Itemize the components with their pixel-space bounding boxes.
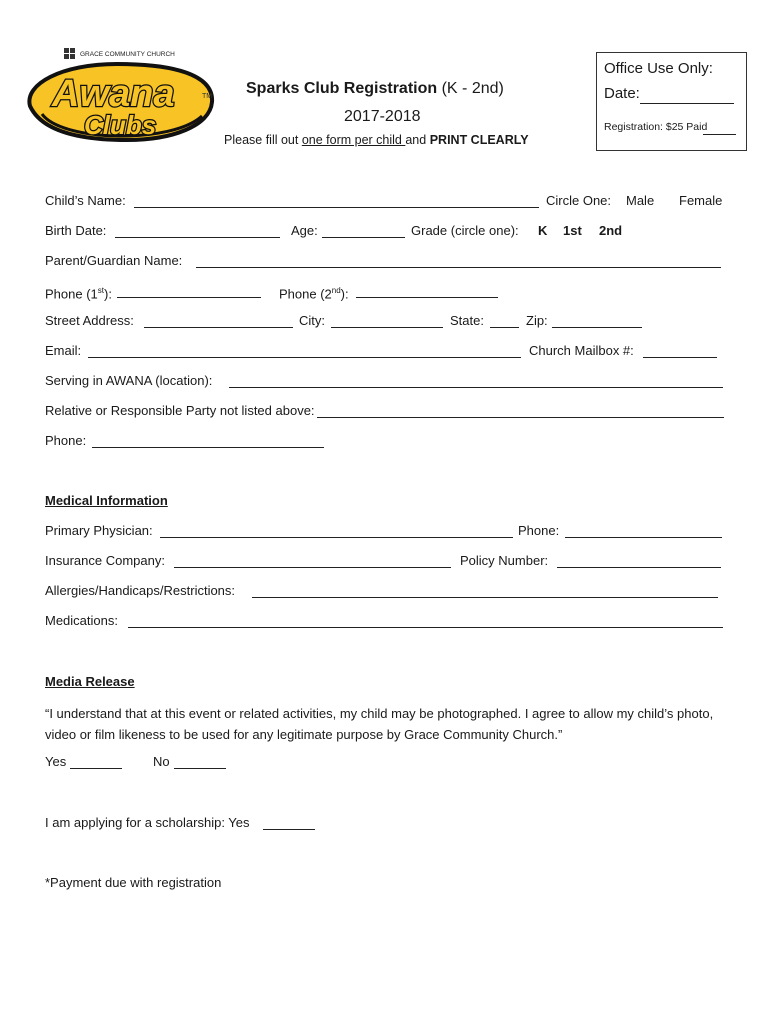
physician-label: Primary Physician: <box>45 523 153 538</box>
phone2-field[interactable] <box>356 297 498 298</box>
logo-word-clubs: Clubs <box>84 110 157 140</box>
child-name-label: Child’s Name: <box>45 193 126 208</box>
age-label: Age: <box>291 223 318 238</box>
logo-tm: TM <box>202 93 213 100</box>
street-address-label: Street Address: <box>45 313 134 328</box>
physician-field[interactable] <box>160 537 513 538</box>
allergies-label: Allergies/Handicaps/Restrictions: <box>45 583 236 598</box>
medications-field[interactable] <box>128 627 723 628</box>
relative-label: Relative or Responsible Party not listed above: <box>45 403 315 418</box>
scholarship-field[interactable] <box>263 829 315 830</box>
birth-date-field[interactable] <box>115 237 280 238</box>
grade-label: Grade (circle one): <box>411 223 519 238</box>
office-registration-label: Registration: $25 Paid <box>604 121 708 133</box>
relative-phone-label: Phone: <box>45 433 87 448</box>
email-label: Email: <box>45 343 82 358</box>
age-field[interactable] <box>322 237 405 238</box>
awana-clubs-logo <box>22 44 222 154</box>
media-yes-label: Yes <box>45 754 67 769</box>
state-label: State: <box>450 313 484 328</box>
media-no-label: No <box>153 754 170 769</box>
parent-guardian-label: Parent/Guardian Name: <box>45 253 183 268</box>
form-year: 2017-2018 <box>344 108 421 125</box>
relative-field[interactable] <box>317 417 724 418</box>
grade-2nd-option[interactable]: 2nd <box>599 223 623 238</box>
church-mailbox-label: Church Mailbox #: <box>529 343 634 358</box>
form-instructions <box>224 133 529 147</box>
policy-number-label: Policy Number: <box>460 553 549 568</box>
scholarship-label: I am applying for a scholarship: Yes <box>45 815 250 830</box>
church-mailbox-field[interactable] <box>643 357 717 358</box>
instr-underlined: one form per child <box>301 133 406 147</box>
birth-date-label: Birth Date: <box>45 223 107 238</box>
relative-phone-field[interactable] <box>92 447 324 448</box>
phone1-prefix: Phone (1 <box>45 286 98 302</box>
instr-mid: and <box>405 133 430 147</box>
awana-logo-graphic <box>22 44 222 154</box>
phone1-label <box>45 283 112 302</box>
office-date-label: Date: <box>604 85 640 102</box>
physician-phone-label: Phone: <box>518 523 560 538</box>
parent-guardian-field[interactable] <box>196 267 721 268</box>
form-title-bold: Sparks Club Registration <box>246 80 438 97</box>
phone1-sup: st <box>97 286 104 295</box>
phone2-prefix: Phone (2 <box>279 286 332 302</box>
policy-number-field[interactable] <box>557 567 721 568</box>
serving-location-field[interactable] <box>229 387 723 388</box>
payment-note: *Payment due with registration <box>45 875 222 890</box>
instr-prefix: Please fill out <box>224 133 302 147</box>
medical-heading: Medical Information <box>45 493 168 508</box>
medications-label: Medications: <box>45 613 118 628</box>
phone2-suffix: ): <box>340 286 349 302</box>
physician-phone-field[interactable] <box>565 537 722 538</box>
church-name-text: GRACE COMMUNITY CHURCH <box>80 51 175 58</box>
state-field[interactable] <box>490 327 519 328</box>
phone2-sup: nd <box>331 286 341 295</box>
email-field[interactable] <box>88 357 521 358</box>
grade-1st-option[interactable]: 1st <box>563 223 582 238</box>
gender-male-option[interactable]: Male <box>626 193 655 208</box>
gender-female-option[interactable]: Female <box>679 193 723 208</box>
allergies-field[interactable] <box>252 597 718 598</box>
media-release-statement: “I understand that at this event or related activities, my child may be photographed. I agree to allow my child’s photo, video or film likeness to be used for any legitimate purpose by Grace Community Church.” <box>45 706 714 742</box>
serving-location-label: Serving in AWANA (location): <box>45 373 213 388</box>
form-title <box>246 80 504 98</box>
street-address-field[interactable] <box>144 327 293 328</box>
media-release-heading: Media Release <box>45 674 135 689</box>
office-paid-field[interactable] <box>703 134 736 135</box>
insurance-field[interactable] <box>174 567 451 568</box>
zip-label: Zip: <box>526 313 548 328</box>
zip-field[interactable] <box>552 327 642 328</box>
city-field[interactable] <box>331 327 443 328</box>
insurance-label: Insurance Company: <box>45 553 165 568</box>
phone1-field[interactable] <box>117 297 261 298</box>
phone1-suffix: ): <box>104 286 112 302</box>
church-logo-icon <box>64 48 75 59</box>
instr-bold: PRINT CLEARLY <box>429 133 529 147</box>
office-date-field[interactable] <box>640 103 734 104</box>
circle-one-label: Circle One: <box>546 193 612 208</box>
office-use-title: Office Use Only: <box>604 60 713 77</box>
office-use-box <box>596 52 747 151</box>
phone2-label <box>279 283 349 302</box>
grade-k-option[interactable]: K <box>538 223 548 238</box>
child-name-field[interactable] <box>134 207 539 208</box>
city-label: City: <box>299 313 325 328</box>
logo-word-awana: Awana <box>52 73 175 115</box>
form-title-grade: (K - 2nd) <box>437 80 504 97</box>
media-yes-field[interactable] <box>70 768 122 769</box>
media-no-field[interactable] <box>174 768 226 769</box>
